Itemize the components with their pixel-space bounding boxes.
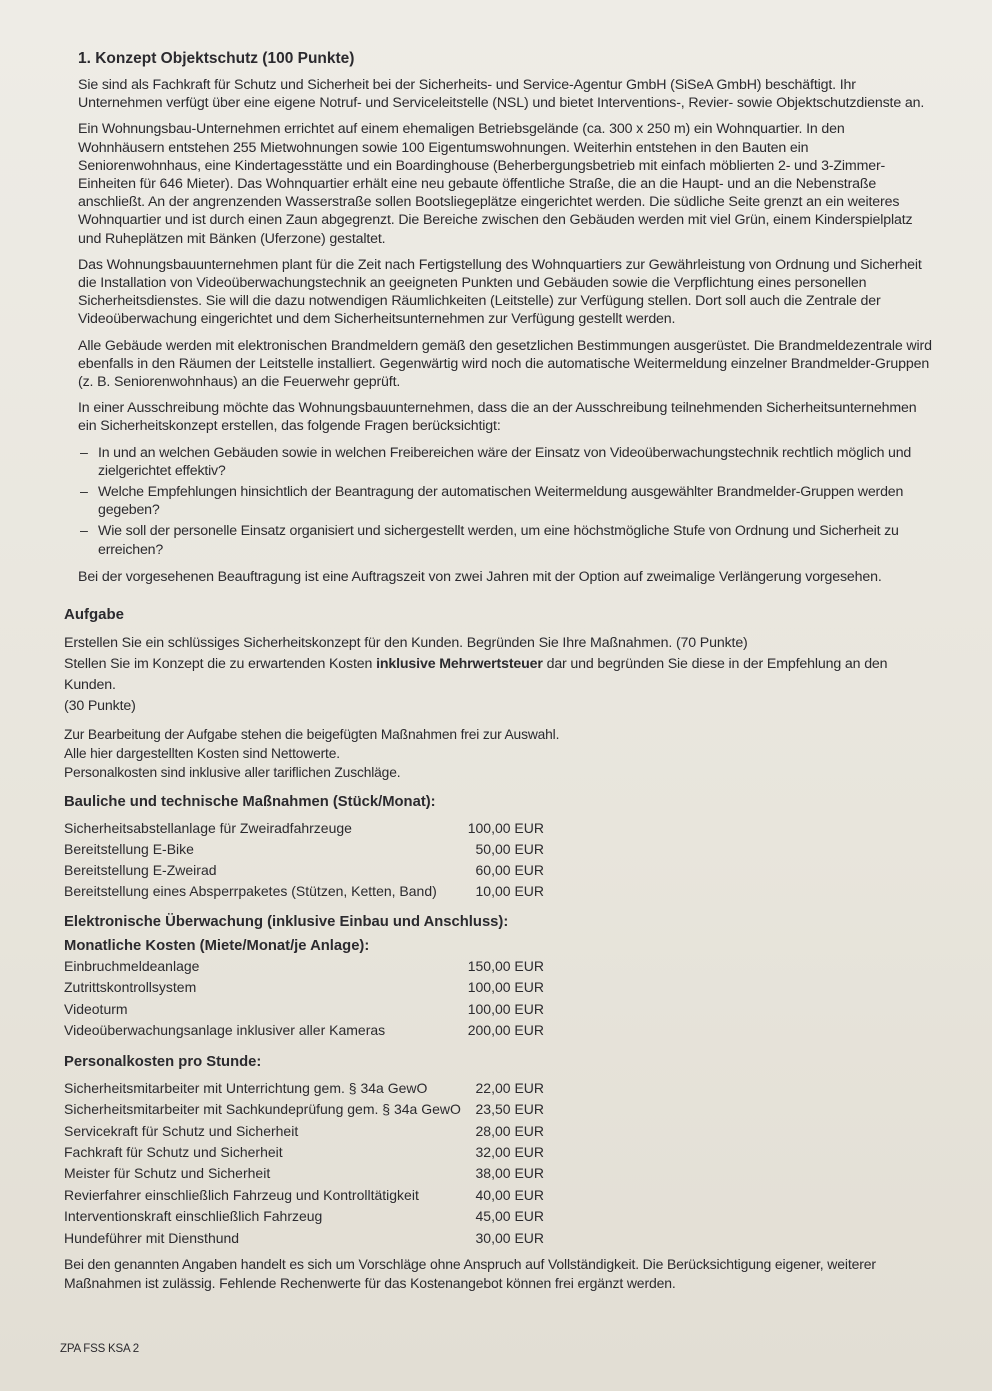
final-note: Bei den genannten Angaben handelt es sich um Vorschläge ohne Anspruch auf Vollständigkeit. Die Berücksichtigung eigener, weiterer Maßnahmen ist zulässig. Fehlende Rechenwerte für das Kostenangebot können frei ergänzt werden. [64, 1255, 876, 1291]
task-section [64, 606, 932, 1293]
price-row: Fachkraft für Schutz und Sicherheit 32,00 EUR [64, 1143, 544, 1160]
task-line: Stellen Sie im Konzept die zu erwartenden Kosten inklusive Mehrwertsteuer dar und begründen Sie diese in der Empfehlung an den Kunden. [64, 656, 888, 694]
monthly-heading: Monatliche Kosten (Miete/Monat/je Anlage): [64, 938, 370, 955]
paragraph-tender: In einer Ausschreibung möchte das Wohnungsbauunternehmen, dass die an der Ausschreibung teilnehmenden Sicherheitsunternehmen ein Sicherheitskonzept erstellen, das folgende Fragen berücksichtigt: [78, 400, 917, 435]
price-row: Einbruchmeldeanlage 150,00 EUR [64, 958, 544, 975]
price-row: Videoturm 100,00 EUR [64, 1000, 544, 1017]
price-row: Videoüberwachungsanlage inklusiver aller Kameras 200,00 EUR [64, 1022, 544, 1039]
personnel-list [64, 1078, 932, 1249]
price-row: Sicherheitsmitarbeiter mit Sachkundeprüfung gem. § 34a GewO 23,50 EUR [64, 1101, 544, 1118]
paragraph-fire-alarm: Alle Gebäude werden mit elektronischen Brandmeldern gemäß den gesetzlichen Bestimmungen ausgerüstet. Die Brandmeldezentrale wird ebenfalls in den Räumen der Leitstelle installiert. Gegenwärtig wird noch die automatische Weitermeldung einzelner Brandmelder-Gruppen (z. B. Seniorenwohnhaus) an die Feuerwehr geprüft. [78, 337, 932, 391]
dash-bullet: – [80, 523, 88, 540]
note-line: Alle hier dargestellten Kosten sind Nettowerte. [64, 746, 340, 762]
note-line: Personalkosten sind inklusive aller tariflichen Zuschläge. [64, 765, 401, 781]
notes [64, 725, 932, 782]
question-item: – Wie soll der personelle Einsatz organisiert und sichergestellt werden, um eine höchstmögliche Stufe von Ordnung und Sicherheit zu erreichen? [80, 523, 899, 558]
task-line: Erstellen Sie ein schlüssiges Sicherheitskonzept für den Kunden. Begründen Sie Ihre Maßnahmen. (70 Punkte) [64, 635, 748, 652]
price-row: Bereitstellung E-Zweirad 60,00 EUR [64, 862, 544, 879]
paragraph-company: Sie sind als Fachkraft für Schutz und Sicherheit bei der Sicherheits- und Service-Agentur GmbH (SiSeA GmbH) beschäftigt. Ihr Unternehmen verfügt über eine eigene Notruf- und Serviceleitstelle (NSL) und bietet Interventions-, Revier- sowie Objektschutzdienste an. [78, 77, 925, 112]
task-heading: Aufgabe [64, 606, 124, 624]
task-bold-text: inklusive Mehrwertsteuer [376, 656, 543, 673]
price-row: Bereitstellung E-Bike 50,00 EUR [64, 841, 544, 858]
question-item: – In und an welchen Gebäuden sowie in welchen Freibereichen wäre der Einsatz von Videoüberwachungstechnik rechtlich möglich und zielgerichtet effektiv? [80, 444, 912, 479]
dash-bullet: – [80, 444, 88, 461]
paragraph-contract: Bei der vorgesehenen Beauftragung ist eine Auftragszeit von zwei Jahren mit der Option auf zweimalige Verlängerung vorgesehen. [78, 568, 882, 585]
question-list [78, 444, 932, 559]
building-heading: Bauliche und technische Maßnahmen (Stück/Monat): [64, 794, 436, 811]
price-row: Zutrittskontrollsystem 100,00 EUR [64, 979, 544, 996]
price-row: Bereitstellung eines Absperrpaketes (Stützen, Ketten, Band) 10,00 EUR [64, 883, 544, 900]
personnel-heading: Personalkosten pro Stunde: [64, 1053, 262, 1070]
building-list [64, 818, 932, 902]
monthly-list [64, 956, 932, 1042]
paragraph-video-plan: Das Wohnungsbauunternehmen plant für die Zeit nach Fertigstellung des Wohnquartiers zur Gewährleistung von Ordnung und Sicherheit die Installation von Videoüberwachungstechnik an geeigneten Punkten und Gebäuden sowie die Verpflichtung eines personellen Sicherheitsdienstes. Sie will die dazu notwendigen Räumlichkeiten (Leitstelle) zur Verfügung stellen. Dort soll auch die Zentrale der Videoüberwachung eingerichtet und dem Sicherheitsunternehmen zur Verfügung gestellt werden. [78, 256, 922, 328]
price-row: Interventionskraft einschließlich Fahrzeug 45,00 EUR [64, 1208, 544, 1225]
question-item: – Welche Empfehlungen hinsichtlich der Beantragung der automatischen Weitermeldung ausgewählter Brandmelder-Gruppen werden gegeben? [80, 484, 904, 519]
paragraph-quarter: Ein Wohnungsbau-Unternehmen errichtet auf einem ehemaligen Betriebsgelände (ca. 300 x 250 m) ein Wohnquartier. In den Wohnhäusern entstehen 255 Mietwohnungen sowie 100 Eigentumswohnungen. Weiterhin entstehen in den Bauten ein Seniorenwohnhaus, eine Kindertagesstätte und ein Boardinghouse (Beherbergungsbetrieb mit einfach möblierten 2- und 3-Zimmer-Einheiten für 646 Mieter). Das Wohnquartier erhält eine neu gebaute öffentliche Straße, die an die Haupt- und an die Nebenstraße anschließt. An der angrenzenden Wasserstraße sollen Bootsliegeplätze eingerichtet werden. Die südliche Seite grenzt an ein weiteres Wohnquartier und ist durch einen Zaun abgegrenzt. Die Bereiche zwischen den Gebäuden werden mit viel Grün, einem Kinderspielplatz und Ruheplätzen mit Bänken (Uferzone) gestaltet. [78, 121, 913, 247]
price-row: Sicherheitsabstellanlage für Zweiradfahrzeuge 100,00 EUR [64, 820, 544, 837]
task-body [64, 633, 932, 717]
task-line: (30 Punkte) [64, 698, 136, 715]
dash-bullet: – [80, 484, 88, 501]
price-row: Hundeführer mit Diensthund 30,00 EUR [64, 1229, 544, 1246]
price-row: Servicekraft für Schutz und Sicherheit 28,00 EUR [64, 1122, 544, 1139]
price-row: Sicherheitsmitarbeiter mit Unterrichtung gem. § 34a GewO 22,00 EUR [64, 1079, 544, 1096]
price-row: Revierfahrer einschließlich Fahrzeug und Kontrolltätigkeit 40,00 EUR [64, 1186, 544, 1203]
note-line: Zur Bearbeitung der Aufgabe stehen die beigefügten Maßnahmen frei zur Auswahl. [64, 727, 560, 743]
electronic-heading: Elektronische Überwachung (inklusive Einbau und Anschluss): [64, 914, 509, 931]
footer-code: ZPA FSS KSA 2 [60, 1343, 140, 1355]
price-row: Meister für Schutz und Sicherheit 38,00 EUR [64, 1165, 544, 1182]
document-title: 1. Konzept Objektschutz (100 Punkte) [78, 50, 355, 67]
